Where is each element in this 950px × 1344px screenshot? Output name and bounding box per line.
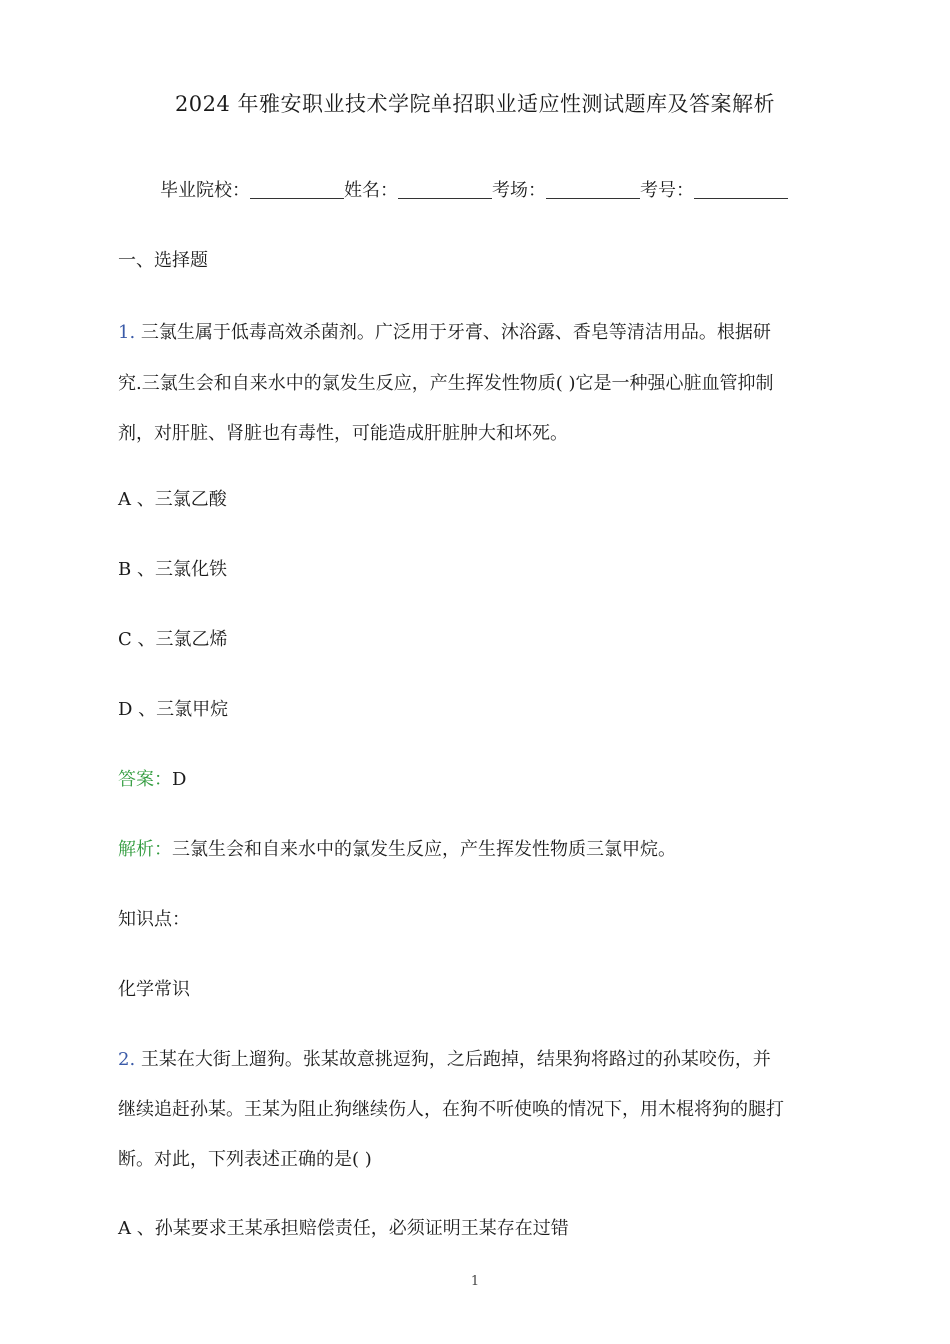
- document-title: 2024 年雅安职业技术学院单招职业适应性测试题库及答案解析: [174, 92, 776, 116]
- question-1-line-1: [118, 318, 771, 344]
- question-1-text: 三氯生属于低毒高效杀菌剂。广泛用于牙膏、沐浴露、香皂等清洁用品。根据研: [140, 322, 771, 343]
- name-label: 姓名：: [344, 180, 398, 201]
- question-1-line-2: 究.三氯生会和自来水中的氯发生反应，产生挥发性物质( )它是一种强心脏血管抑制: [118, 373, 774, 394]
- school-blank: [250, 180, 344, 199]
- name-blank: [398, 180, 492, 199]
- question-1-line-3: 剂，对肝脏、肾脏也有毒性，可能造成肝脏肿大和坏死。: [118, 423, 568, 444]
- question-1-option-b: B 、三氯化铁: [118, 559, 227, 580]
- school-label: 毕业院校：: [160, 180, 250, 201]
- analysis-text: 三氯生会和自来水中的氯发生反应，产生挥发性物质三氯甲烷。: [172, 839, 676, 860]
- question-1-analysis: [118, 835, 676, 861]
- question-2-line-3: 断。对此，下列表述正确的是( ): [118, 1149, 372, 1170]
- exam-id-blank: [694, 180, 788, 199]
- question-1-option-a: A 、三氯乙酸: [118, 489, 227, 510]
- answer-value: D: [172, 769, 187, 790]
- exam-room-blank: [546, 180, 640, 199]
- page-number: 1: [470, 1274, 480, 1289]
- exam-id-label: 考号：: [640, 180, 694, 201]
- question-1-option-d: D 、三氯甲烷: [118, 699, 229, 720]
- question-2-line-1: [118, 1045, 771, 1071]
- answer-label: 答案：: [118, 769, 172, 790]
- question-2-option-a: A 、孙某要求王某承担赔偿责任，必须证明王某存在过错: [118, 1218, 569, 1239]
- section-heading: 一、选择题: [118, 250, 208, 271]
- question-1-number: 1.: [118, 322, 136, 343]
- exam-room-label: 考场：: [492, 180, 546, 201]
- analysis-label: 解析：: [118, 839, 172, 860]
- question-2-text: 王某在大街上遛狗。张某故意挑逗狗，之后跑掉，结果狗将路过的孙某咬伤，并: [140, 1049, 771, 1070]
- question-1-answer: [118, 765, 186, 791]
- question-1-option-c: C 、三氯乙烯: [118, 629, 228, 650]
- knowledge-label: 知识点：: [118, 909, 190, 930]
- question-2-number: 2.: [118, 1049, 136, 1070]
- knowledge-value: 化学常识: [118, 979, 190, 1000]
- question-2-line-2: 继续追赶孙某。王某为阻止狗继续伤人，在狗不听使唤的情况下，用木棍将狗的腿打: [118, 1099, 784, 1120]
- examinee-info-row: [160, 176, 788, 202]
